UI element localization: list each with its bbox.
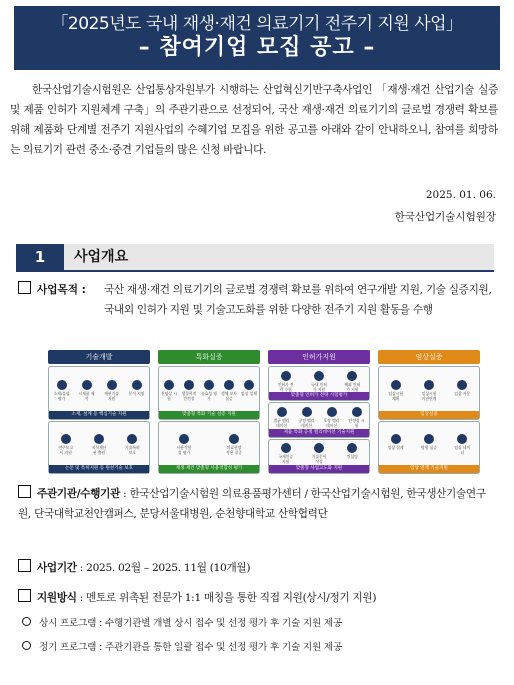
diagram-item-icon <box>229 434 239 444</box>
diagram-panel <box>378 366 480 420</box>
diagram-item-icon <box>281 443 291 453</box>
method-text: : 멘토로 위촉된 전문가 1:1 매칭을 통한 직접 지원(상시/정기 지원) <box>76 592 377 604</box>
diagram-item-label: 포장 밸리데이션 <box>323 417 340 428</box>
title-banner <box>14 6 500 70</box>
checkbox-icon <box>18 281 31 294</box>
diagram-panel-caption: 소재, 설계 등 핵심기술 지원 <box>49 411 149 419</box>
diagram-item-label: 공정 밸리데이션 <box>298 417 315 428</box>
checkbox-icon <box>18 559 31 572</box>
period-label: 사업기간 <box>37 562 77 574</box>
diagram-item-label: 의료현장 적용 실증 <box>226 445 242 456</box>
section-number: 1 <box>16 244 64 270</box>
intro-text: 한국산업기술시험원은 산업통상자원부가 시행하는 산업혁신기반구축사업인 「재생·재건 산업기술 실증 및 제품 인허가 지원체계 구축」의 주관기관으로 선정되어, 국산 재생·재건 의료기기의 글로벌 경쟁력 확보를 위해 제품화 단계별 전주기 지원사업의 수혜기업 모집을 위한 공고를 아래와 같이 안내하오니, 참여를 희망하는 의료기기 관련 중소·중견 기업들의 많은 신청 바랍니다. <box>10 84 498 156</box>
diagram-item-label: 국내 인허가 지원 <box>311 381 327 392</box>
section-title: 사업개요 <box>74 249 129 265</box>
diagram-item-icon <box>391 380 401 390</box>
period-text: : 2025. 02월 – 2025. 11월 (10개월) <box>76 562 251 574</box>
diagram-item-label: 임상시험 계획 <box>388 390 403 401</box>
diagram-item-icon <box>327 407 337 417</box>
purpose-label: 사업목적 : <box>37 284 86 296</box>
diagram-item-icon <box>314 443 324 453</box>
diagram-item-icon <box>281 371 291 381</box>
diagram-item-label: 생체 모사 실증 <box>221 390 237 401</box>
announcement-date: 2025. 01. 06. <box>425 189 496 201</box>
diagram-item-label: 임상 설계 <box>241 390 257 396</box>
org-item <box>18 484 498 524</box>
method-item <box>18 588 498 608</box>
diagram-column-title: 임상실증 <box>378 350 480 364</box>
method-label: 지원방식 <box>37 592 77 604</box>
diagram-column <box>268 350 370 472</box>
diagram-item-label: 임상 데이터 <box>454 445 471 456</box>
diagram-panel-caption: 맞춤형 인허가 전략 시험평가 <box>269 392 369 400</box>
diagram-item-label: 연구보고서 지원 <box>58 445 73 456</box>
diagram-item-icon <box>164 380 174 390</box>
diagram-item-icon <box>277 407 287 417</box>
diagram-item-icon <box>127 434 137 444</box>
intro-paragraph <box>10 80 498 160</box>
diagram-panel-caption: 맞춤형 사업고도화 지원 <box>269 465 369 473</box>
diagram-item-icon <box>244 380 254 390</box>
diagram-column <box>48 350 150 472</box>
diagram-item-label: 유효성 평가 <box>201 390 217 401</box>
banner-title-line1: 「2025년도 국내 재생·재건 의료기기 전주기 지원 사업」 <box>51 14 463 34</box>
checkbox-icon <box>18 485 31 498</box>
diagram-item-label: 사용적합성 평가 <box>176 445 192 456</box>
diagram-item-label: 멸균 밸리데이션 <box>273 417 290 428</box>
diagram-item-label: 재현기술 지원 <box>104 390 119 401</box>
diagram-item-icon <box>107 380 117 390</box>
diagram-item-label: 생물학적 안전성 <box>181 390 197 401</box>
section-header <box>16 244 494 270</box>
diagram-item-icon <box>352 407 362 417</box>
diagram-item-icon <box>457 434 467 444</box>
diagram-column <box>158 350 260 472</box>
sub-text: 상시 프로그램 : 수행기관별 개별 상시 접수 및 선정 평가 후 기술 지원 제공 <box>39 618 343 629</box>
purpose-item <box>18 280 496 316</box>
diagram-item-icon <box>184 380 194 390</box>
diagram-item-icon <box>347 443 357 453</box>
diagram-panel <box>158 421 260 475</box>
diagram-panel <box>48 366 150 420</box>
diagram-item-icon <box>132 380 142 390</box>
diagram-item-icon <box>57 380 67 390</box>
diagram-item-label: 컨설팅 <box>346 454 358 460</box>
diagram-item-label: 시제품 제작 <box>78 390 95 401</box>
diagram-panel-caption: 제품 특화 공정 밸리데이션 기술지원 <box>269 429 369 437</box>
purpose-text: 국산 재생·재건 의료기기의 글로벌 경쟁력 확보를 위하여 연구개발 지원, 기술 실증지원, 국내외 인허가 지원 및 기술고도화를 위한 다양한 전주기 지원 활동을 수행 <box>104 284 492 316</box>
diagram-item-label: 분석 지원 <box>128 390 145 396</box>
diagram-panel <box>158 366 260 420</box>
org-text: : 한국산업기술시험원 의료용품평가센터 / 한국산업기술시험원, 한국생산기술연구원, 단국대학교천안캠퍼스, 분당서울대병원, 순천향대학교 산학협력단 <box>18 488 486 520</box>
sub-item-regular <box>22 616 492 632</box>
diagram-panel <box>268 366 370 401</box>
diagram-panel-caption: 맞춤형 특화 기술 실증 지원 <box>159 411 259 419</box>
banner-title-line2: – 참여기업 모집 공고 – <box>138 35 376 60</box>
diagram-column-title: 기술개발 <box>48 350 150 364</box>
diagram-item-label: 임상 설계 <box>387 445 404 451</box>
diagram-item-icon <box>424 434 434 444</box>
checkbox-icon <box>18 589 31 602</box>
diagram-panel-caption: 재생·재건 맞춤형 사용적합성 평가 <box>159 465 259 473</box>
circle-bullet-icon <box>22 641 31 650</box>
period-item <box>18 558 498 578</box>
diagram-panel <box>48 421 150 475</box>
announcement-signer: 한국산업기술시험원장 <box>394 211 496 223</box>
diagram-panel <box>268 439 370 474</box>
diagram-item-label: 기술문서 작성 <box>311 454 327 465</box>
diagram-item-label: 임상 자문 <box>454 390 471 396</box>
support-diagram <box>48 350 480 472</box>
section-divider <box>16 270 494 272</box>
diagram-panel-caption: 임상실증 <box>379 411 479 419</box>
diagram-item-icon <box>424 380 434 390</box>
diagram-panel-caption: 논문 및 특허지원 등 원천기술 보호 <box>49 465 149 473</box>
sub-text: 정기 프로그램 : 주관기관을 통한 일괄 접수 및 선정 평가 후 기술 지원 제공 <box>39 642 343 653</box>
diagram-item-icon <box>179 434 189 444</box>
diagram-item-label: 병원 실증 <box>421 445 437 451</box>
diagram-item-label: 국제인증 지원 <box>278 454 293 465</box>
diagram-item-label: 소재/물성 평가 <box>53 390 70 401</box>
diagram-item-label: 지식재산권 출원 <box>91 445 107 456</box>
diagram-column-title: 인허가지원 <box>268 350 370 364</box>
diagram-item-icon <box>204 380 214 390</box>
sub-item-periodic <box>22 640 492 656</box>
diagram-item-label: 인허가 전략 수립 <box>277 381 294 392</box>
diagram-column <box>378 350 480 472</box>
diagram-panel-caption: 임상 연계 기술지원 <box>379 465 479 473</box>
diagram-item-icon <box>391 434 401 444</box>
org-label: 주관기관/수행기관 <box>37 488 121 500</box>
diagram-item-label: 기술특허 보호 <box>124 445 140 456</box>
diagram-panel <box>378 421 480 475</box>
diagram-item-icon <box>61 434 71 444</box>
diagram-item-label: 임상시험 기관연계 <box>421 390 437 401</box>
diagram-item-icon <box>302 407 312 417</box>
diagram-item-icon <box>94 434 104 444</box>
diagram-item-label: 안정성 시험 <box>348 417 365 428</box>
diagram-panel <box>268 402 370 437</box>
diagram-item-icon <box>82 380 92 390</box>
diagram-item-label: 해외 인허가 지원 <box>344 381 361 392</box>
diagram-item-label: 전임상 시험 <box>161 390 177 401</box>
diagram-item-icon <box>314 371 324 381</box>
diagram-column-title: 특화실증 <box>158 350 260 364</box>
diagram-item-icon <box>457 380 467 390</box>
circle-bullet-icon <box>22 617 31 626</box>
diagram-item-icon <box>347 371 357 381</box>
diagram-item-icon <box>224 380 234 390</box>
